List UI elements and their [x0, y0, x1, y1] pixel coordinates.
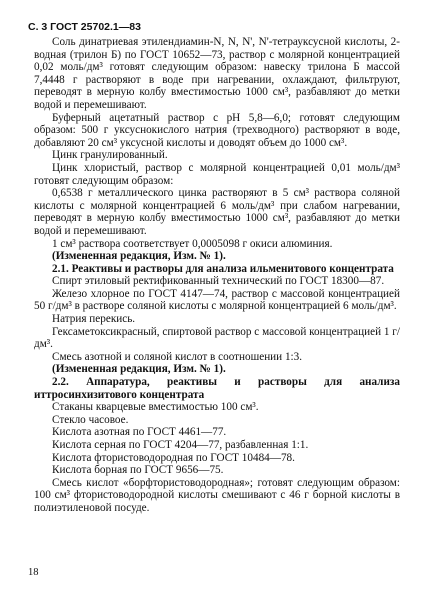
paragraph-sulfuric-acid: Кислота серная по ГОСТ 4204—77, разбавленная 1:1. [52, 439, 309, 451]
paragraph-nitric-acid: Кислота азотная по ГОСТ 4461—77. [52, 426, 227, 439]
section-heading-2-2: 2.2. Аппаратура, реактивы и растворы для анализа иттросинхизитового концентрата [34, 376, 400, 401]
paragraph-ethanol: Спирт этиловый ректификованный технический по ГОСТ 18300—87. [52, 275, 385, 288]
page-number: 18 [28, 567, 39, 578]
page-header: С. 3 ГОСТ 25702.1—83 [28, 21, 141, 33]
paragraph-zinc-granulated: Цинк гранулированный. [52, 149, 168, 162]
paragraph-quartz-beakers: Стаканы кварцевые вместимостью 100 см³. [52, 401, 259, 414]
paragraph-trilon: Соль динатриевая этилендиамин-N, N, N', N'-тетрауксусной кислоты, 2-водная (трилон Б) по ГОСТ 10652—73, раствор с молярной концентрацией 0,02 моль/дм³ готовят следующим образом: навеску трилона Б массой 7,4448 г растворяют в воде при нагревании, охлаждают, фильтруют, переводят в мерную колбу вместимостью 1000 см³, разбавляют до метки водой и перемешивают. [34, 36, 400, 111]
paragraph-hexamethoxy-red: Гексаметоксикрасный, спиртовой раствор с массовой концентрацией 1 г/дм³. [34, 325, 400, 351]
paragraph-hydrofluoric-acid: Кислота фтористоводородная по ГОСТ 10484—78. [52, 451, 295, 464]
paragraph-acid-mixture: Смесь азотной и соляной кислот в соотношении 1:3. [52, 350, 303, 363]
section-heading-2-1: 2.1. Реактивы и растворы для анализа ильменитового концентрата [52, 262, 394, 275]
paragraph-watch-glass: Стекло часовое. [52, 413, 129, 426]
paragraph-boric-acid: Кислота борная по ГОСТ 9656—75. [52, 464, 224, 477]
paragraph-zinc-chloride: Цинк хлористый, раствор с молярной концентрацией 0,01 моль/дм³ готовят следующим образом: [34, 161, 400, 187]
document-body [34, 36, 400, 515]
paragraph-equivalence: 1 см³ раствора соответствует 0,0005098 г окиси алюминия. [52, 237, 333, 250]
amendment-note: (Измененная редакция, Изм. № 1). [52, 250, 226, 263]
paragraph-sodium-peroxide: Натрия перекись. [52, 313, 136, 326]
paragraph-iron-chloride: Железо хлорное по ГОСТ 4147—74, раствор с массовой концентрацией 50 г/дм³ в растворе соляной кислоты с молярной концентрацией 6 моль/дм³. [34, 287, 400, 313]
paragraph-zinc-preparation: 0,6538 г металлического цинка растворяют в 5 см³ раствора соляной кислоты с молярной концентрацией 6 моль/дм³ при слабом нагревании, переводят в мерную колбу вместимостью 1000 см³, разбавляют до метки водой и перемешивают. [34, 187, 400, 237]
amendment-note: (Измененная редакция, Изм. № 1). [52, 363, 226, 376]
paragraph-fluoroboric-mix: Смесь кислот «борфтористоводородная»; готовят следующим образом: 100 см³ фтористоводородной кислоты смешивают с 46 г борной кислоты в полиэтиленовой посуде. [34, 476, 400, 514]
paragraph-buffer: Буферный ацетатный раствор с pH 5,8—6,0; готовят следующим образом: 500 г уксуснокислого натрия (трехводного) растворяют в воде, добавляют 20 см³ уксусной кислоты и доводят объем до 1000 см³. [34, 111, 400, 149]
